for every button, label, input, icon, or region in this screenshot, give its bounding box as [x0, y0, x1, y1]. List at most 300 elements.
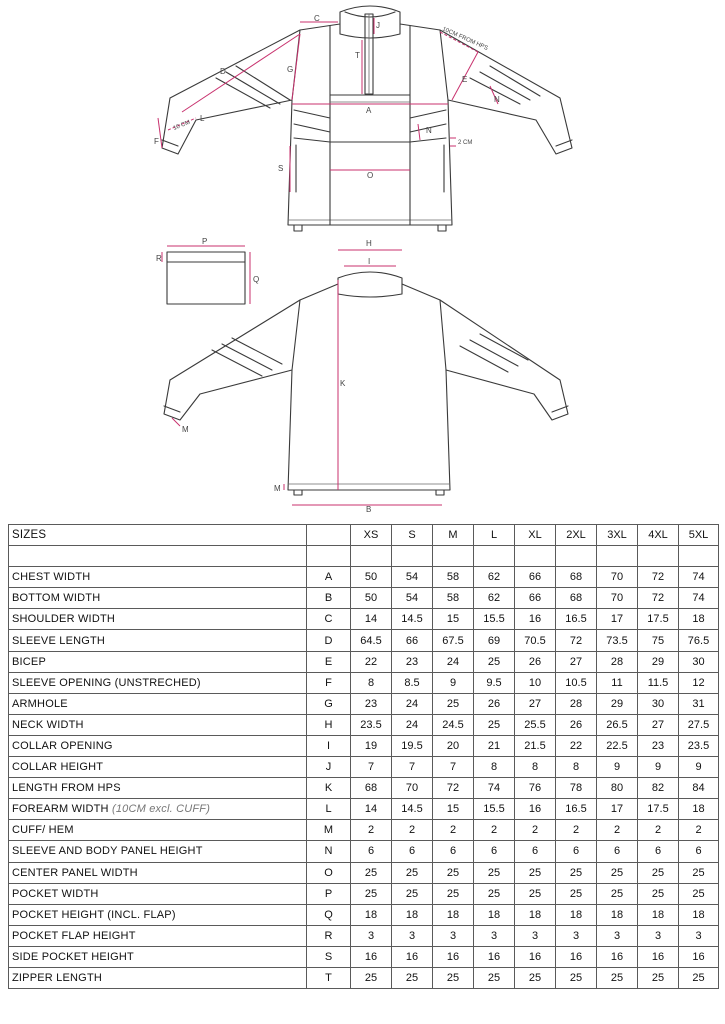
- table-row: [9, 757, 719, 778]
- label-q: Q: [253, 275, 260, 284]
- measurement-label: CHEST WIDTH: [12, 571, 91, 584]
- measurement-label: NECK WIDTH: [12, 718, 84, 731]
- size-value-cell: 70.5: [515, 630, 556, 651]
- sizes-header-label: SIZES: [9, 525, 307, 546]
- table-row: [9, 567, 719, 588]
- size-value-cell: 25: [638, 862, 679, 883]
- size-value-cell: 76: [515, 778, 556, 799]
- measurement-code: N: [307, 841, 351, 862]
- measurement-label: SLEEVE LENGTH: [12, 634, 106, 647]
- measurement-name: [9, 609, 307, 630]
- size-value-cell: 31: [679, 693, 719, 714]
- size-value-cell: 22: [556, 735, 597, 756]
- table-row: [9, 820, 719, 841]
- size-value-cell: 12: [679, 672, 719, 693]
- size-value-cell: 82: [638, 778, 679, 799]
- size-value-cell: 6: [515, 841, 556, 862]
- measurement-label: ZIPPER LENGTH: [12, 972, 103, 985]
- size-value-cell: 8: [515, 757, 556, 778]
- size-value-cell: 6: [351, 841, 392, 862]
- size-value-cell: 16: [351, 946, 392, 967]
- size-value-cell: 17.5: [638, 799, 679, 820]
- size-value-cell: 30: [679, 651, 719, 672]
- measurement-code: O: [307, 862, 351, 883]
- measurement-name: [9, 841, 307, 862]
- measurement-label: LENGTH FROM HPS: [12, 782, 121, 795]
- size-value-cell: 29: [597, 693, 638, 714]
- size-value-cell: 16: [433, 946, 474, 967]
- measurement-code: G: [307, 693, 351, 714]
- size-value-cell: 14.5: [392, 799, 433, 820]
- measurement-label: CUFF/ HEM: [12, 824, 74, 837]
- size-header-cell: M: [433, 525, 474, 546]
- measurement-code: B: [307, 588, 351, 609]
- table-row: [9, 862, 719, 883]
- note-2cm: 2 CM: [458, 140, 473, 146]
- size-value-cell: 24: [392, 693, 433, 714]
- size-value-cell: 2: [474, 820, 515, 841]
- size-value-cell: 18: [556, 904, 597, 925]
- size-value-cell: 14: [351, 799, 392, 820]
- size-value-cell: 2: [679, 820, 719, 841]
- size-value-cell: 68: [556, 588, 597, 609]
- size-value-cell: 28: [556, 693, 597, 714]
- table-row: [9, 967, 719, 988]
- size-value-cell: 25: [392, 883, 433, 904]
- measurement-label: ARMHOLE: [12, 697, 68, 710]
- size-value-cell: 24: [433, 651, 474, 672]
- size-value-cell: 16: [679, 946, 719, 967]
- size-value-cell: 66: [392, 630, 433, 651]
- measurement-name: [9, 820, 307, 841]
- measurement-name: [9, 693, 307, 714]
- size-value-cell: 66: [515, 567, 556, 588]
- measurement-code: L: [307, 799, 351, 820]
- label-a: A: [366, 106, 372, 115]
- table-row: [9, 946, 719, 967]
- size-value-cell: 9: [638, 757, 679, 778]
- size-value-cell: 72: [433, 778, 474, 799]
- table-row: [9, 630, 719, 651]
- size-value-cell: 9: [433, 672, 474, 693]
- table-row: [9, 672, 719, 693]
- size-value-cell: 16: [515, 609, 556, 630]
- size-value-cell: 25: [556, 862, 597, 883]
- size-value-cell: 17: [597, 609, 638, 630]
- size-value-cell: 25: [638, 883, 679, 904]
- size-value-cell: 25: [515, 862, 556, 883]
- size-value-cell: 9.5: [474, 672, 515, 693]
- size-value-cell: 68: [556, 567, 597, 588]
- measurement-code: F: [307, 672, 351, 693]
- note-shoulder: 10CM FROM HPS: [441, 26, 489, 52]
- size-value-cell: 8.5: [392, 672, 433, 693]
- size-header-cell: XS: [351, 525, 392, 546]
- size-value-cell: 8: [351, 672, 392, 693]
- measurement-label: SHOULDER WIDTH: [12, 613, 116, 626]
- size-value-cell: 27: [515, 693, 556, 714]
- size-value-cell: 50: [351, 567, 392, 588]
- size-value-cell: 27.5: [679, 714, 719, 735]
- measurement-label: POCKET WIDTH: [12, 887, 99, 900]
- size-value-cell: 25: [556, 967, 597, 988]
- size-value-cell: 2: [597, 820, 638, 841]
- size-value-cell: 2: [392, 820, 433, 841]
- size-value-cell: 58: [433, 588, 474, 609]
- size-value-cell: 24: [392, 714, 433, 735]
- size-header-cell: XL: [515, 525, 556, 546]
- size-value-cell: 15: [433, 609, 474, 630]
- size-value-cell: 7: [433, 757, 474, 778]
- size-value-cell: 18: [433, 904, 474, 925]
- size-value-cell: 6: [474, 841, 515, 862]
- size-value-cell: 25: [515, 967, 556, 988]
- note-10cm: 10 CM: [172, 119, 192, 132]
- back-view-sketch: [164, 239, 568, 514]
- size-value-cell: 8: [556, 757, 597, 778]
- label-p: P: [202, 237, 208, 246]
- size-value-cell: 25: [433, 693, 474, 714]
- measurement-label: POCKET FLAP HEIGHT: [12, 929, 136, 942]
- size-value-cell: 9: [679, 757, 719, 778]
- measurement-code: M: [307, 820, 351, 841]
- measurement-name: [9, 862, 307, 883]
- measurement-code: T: [307, 967, 351, 988]
- size-value-cell: 74: [679, 567, 719, 588]
- size-value-cell: 17: [597, 799, 638, 820]
- measurement-label: BICEP: [12, 655, 47, 668]
- size-value-cell: 72: [638, 588, 679, 609]
- size-value-cell: 23: [392, 651, 433, 672]
- size-value-cell: 68: [351, 778, 392, 799]
- size-value-cell: 7: [392, 757, 433, 778]
- label-r: R: [156, 254, 162, 263]
- size-value-cell: 25: [433, 883, 474, 904]
- size-value-cell: 8: [474, 757, 515, 778]
- size-table-header: [9, 525, 719, 567]
- label-f: F: [154, 137, 159, 146]
- table-row: [9, 714, 719, 735]
- size-value-cell: 25: [351, 862, 392, 883]
- size-value-cell: 70: [597, 588, 638, 609]
- measurement-code: Q: [307, 904, 351, 925]
- size-value-cell: 18: [351, 904, 392, 925]
- size-value-cell: 25: [515, 883, 556, 904]
- measurement-label: SLEEVE AND BODY PANEL HEIGHT: [12, 845, 203, 858]
- measurement-label: FOREARM WIDTH: [12, 803, 109, 816]
- size-value-cell: 66: [515, 588, 556, 609]
- size-value-cell: 80: [597, 778, 638, 799]
- size-header-cell: 2XL: [556, 525, 597, 546]
- measurement-name: [9, 904, 307, 925]
- size-header-cell: 4XL: [638, 525, 679, 546]
- measurement-name: [9, 735, 307, 756]
- size-value-cell: 2: [351, 820, 392, 841]
- size-value-cell: 25: [638, 967, 679, 988]
- measurement-label: BOTTOM WIDTH: [12, 592, 101, 605]
- measurement-code: C: [307, 609, 351, 630]
- size-value-cell: 62: [474, 567, 515, 588]
- size-header-cell: 5XL: [679, 525, 719, 546]
- size-value-cell: 25: [679, 862, 719, 883]
- size-value-cell: 16: [474, 946, 515, 967]
- size-value-cell: 25: [474, 967, 515, 988]
- table-row: [9, 651, 719, 672]
- table-row: [9, 925, 719, 946]
- measurement-name: [9, 946, 307, 967]
- size-value-cell: 25: [474, 883, 515, 904]
- size-value-cell: 25: [597, 967, 638, 988]
- measurement-code: J: [307, 757, 351, 778]
- pocket-detail-sketch: [156, 237, 259, 304]
- size-value-cell: 25: [351, 883, 392, 904]
- label-n-sleeve: N: [494, 95, 500, 104]
- size-value-cell: 20: [433, 735, 474, 756]
- size-value-cell: 25: [474, 651, 515, 672]
- size-value-cell: 6: [638, 841, 679, 862]
- size-value-cell: 6: [433, 841, 474, 862]
- size-value-cell: 58: [433, 567, 474, 588]
- measurement-code: K: [307, 778, 351, 799]
- size-value-cell: 70: [392, 778, 433, 799]
- size-value-cell: 25: [433, 967, 474, 988]
- measurement-label: COLLAR HEIGHT: [12, 761, 104, 774]
- size-value-cell: 21: [474, 735, 515, 756]
- table-row: [9, 841, 719, 862]
- size-value-cell: 16: [556, 946, 597, 967]
- size-value-cell: 76.5: [679, 630, 719, 651]
- code-header-cell: [307, 525, 351, 546]
- label-m-cuff: M: [182, 425, 189, 434]
- measurement-code: D: [307, 630, 351, 651]
- label-c: C: [314, 14, 320, 23]
- size-value-cell: 18: [597, 904, 638, 925]
- size-value-cell: 16: [638, 946, 679, 967]
- size-value-cell: 25: [474, 714, 515, 735]
- size-value-cell: 54: [392, 567, 433, 588]
- size-value-cell: 3: [556, 925, 597, 946]
- measurement-name: [9, 588, 307, 609]
- size-value-cell: 67.5: [433, 630, 474, 651]
- measurement-label: CENTER PANEL WIDTH: [12, 866, 138, 879]
- size-value-cell: 23.5: [351, 714, 392, 735]
- measurement-name: [9, 567, 307, 588]
- measurement-label: COLLAR OPENING: [12, 739, 113, 752]
- size-value-cell: 3: [433, 925, 474, 946]
- table-row: [9, 778, 719, 799]
- label-t: T: [355, 51, 360, 60]
- size-value-cell: 18: [679, 609, 719, 630]
- size-value-cell: 2: [515, 820, 556, 841]
- size-value-cell: 6: [597, 841, 638, 862]
- size-value-cell: 17.5: [638, 609, 679, 630]
- label-o: O: [367, 171, 374, 180]
- size-value-cell: 6: [392, 841, 433, 862]
- size-value-cell: 28: [597, 651, 638, 672]
- size-value-cell: 27: [638, 714, 679, 735]
- size-value-cell: 26: [556, 714, 597, 735]
- size-value-cell: 24.5: [433, 714, 474, 735]
- size-value-cell: 74: [474, 778, 515, 799]
- size-value-cell: 16.5: [556, 609, 597, 630]
- measurement-name: [9, 925, 307, 946]
- size-value-cell: 25: [392, 967, 433, 988]
- size-value-cell: 18: [515, 904, 556, 925]
- label-k: K: [340, 379, 346, 388]
- size-value-cell: 25.5: [515, 714, 556, 735]
- size-value-cell: 22.5: [597, 735, 638, 756]
- size-value-cell: 21.5: [515, 735, 556, 756]
- size-value-cell: 18: [679, 799, 719, 820]
- size-value-cell: 18: [679, 904, 719, 925]
- measurement-label: SIDE POCKET HEIGHT: [12, 950, 134, 963]
- measurement-note: (10CM excl. CUFF): [111, 803, 211, 816]
- spacer-row: [9, 546, 719, 567]
- label-b: B: [366, 505, 372, 514]
- size-value-cell: 18: [638, 904, 679, 925]
- measurement-code: E: [307, 651, 351, 672]
- measurement-code: R: [307, 925, 351, 946]
- size-value-cell: 16: [392, 946, 433, 967]
- measurement-name: [9, 757, 307, 778]
- size-value-cell: 3: [638, 925, 679, 946]
- size-value-cell: 3: [474, 925, 515, 946]
- size-value-cell: 16: [515, 946, 556, 967]
- label-h: H: [366, 239, 372, 248]
- size-value-cell: 25: [679, 883, 719, 904]
- size-value-cell: 84: [679, 778, 719, 799]
- label-j: J: [376, 21, 380, 30]
- size-table-body: [9, 567, 719, 989]
- label-l: L: [200, 114, 205, 123]
- size-value-cell: 10.5: [556, 672, 597, 693]
- size-chart-table: [8, 524, 719, 989]
- size-value-cell: 15.5: [474, 799, 515, 820]
- table-row: [9, 904, 719, 925]
- measurement-name: [9, 778, 307, 799]
- table-row: [9, 735, 719, 756]
- size-value-cell: 62: [474, 588, 515, 609]
- label-m-hem: M: [274, 484, 281, 493]
- label-s: S: [278, 164, 284, 173]
- label-i: I: [368, 257, 371, 266]
- measurement-code: A: [307, 567, 351, 588]
- size-value-cell: 3: [597, 925, 638, 946]
- size-header-cell: 3XL: [597, 525, 638, 546]
- size-value-cell: 75: [638, 630, 679, 651]
- measurement-code: P: [307, 883, 351, 904]
- size-value-cell: 25: [474, 862, 515, 883]
- size-value-cell: 25: [433, 862, 474, 883]
- table-row: [9, 588, 719, 609]
- size-value-cell: 72: [556, 630, 597, 651]
- measurement-name: [9, 630, 307, 651]
- front-view-sketch: [154, 6, 572, 231]
- measurement-code: S: [307, 946, 351, 967]
- size-value-cell: 25: [556, 883, 597, 904]
- label-d: D: [220, 67, 226, 76]
- measurement-name: [9, 672, 307, 693]
- size-value-cell: 64.5: [351, 630, 392, 651]
- size-value-cell: 11.5: [638, 672, 679, 693]
- table-row: [9, 883, 719, 904]
- size-value-cell: 18: [392, 904, 433, 925]
- size-header-cell: S: [392, 525, 433, 546]
- size-value-cell: 16: [515, 799, 556, 820]
- size-value-cell: 6: [679, 841, 719, 862]
- measurement-name: [9, 967, 307, 988]
- label-e: E: [462, 75, 468, 84]
- size-value-cell: 10: [515, 672, 556, 693]
- size-value-cell: 16.5: [556, 799, 597, 820]
- size-value-cell: 25: [351, 967, 392, 988]
- size-value-cell: 29: [638, 651, 679, 672]
- size-value-cell: 25: [679, 967, 719, 988]
- size-value-cell: 26: [474, 693, 515, 714]
- size-value-cell: 78: [556, 778, 597, 799]
- measurement-code: H: [307, 714, 351, 735]
- size-value-cell: 26.5: [597, 714, 638, 735]
- size-value-cell: 2: [638, 820, 679, 841]
- size-value-cell: 14.5: [392, 609, 433, 630]
- label-g: G: [287, 65, 294, 74]
- size-value-cell: 22: [351, 651, 392, 672]
- size-value-cell: 23.5: [679, 735, 719, 756]
- size-value-cell: 15.5: [474, 609, 515, 630]
- size-value-cell: 11: [597, 672, 638, 693]
- size-value-cell: 3: [515, 925, 556, 946]
- size-value-cell: 25: [597, 883, 638, 904]
- size-value-cell: 9: [597, 757, 638, 778]
- measurement-name: [9, 883, 307, 904]
- size-value-cell: 2: [556, 820, 597, 841]
- size-value-cell: 3: [679, 925, 719, 946]
- size-value-cell: 23: [351, 693, 392, 714]
- size-header-cell: L: [474, 525, 515, 546]
- size-value-cell: 19: [351, 735, 392, 756]
- size-value-cell: 30: [638, 693, 679, 714]
- size-value-cell: 18: [474, 904, 515, 925]
- size-value-cell: 74: [679, 588, 719, 609]
- measurement-name: [9, 714, 307, 735]
- measurement-label: SLEEVE OPENING (UNSTRECHED): [12, 676, 201, 689]
- size-value-cell: 25: [392, 862, 433, 883]
- size-value-cell: 23: [638, 735, 679, 756]
- size-value-cell: 15: [433, 799, 474, 820]
- size-value-cell: 27: [556, 651, 597, 672]
- table-row: [9, 693, 719, 714]
- size-value-cell: 73.5: [597, 630, 638, 651]
- size-value-cell: 25: [597, 862, 638, 883]
- size-value-cell: 7: [351, 757, 392, 778]
- table-row: [9, 609, 719, 630]
- size-value-cell: 26: [515, 651, 556, 672]
- size-value-cell: 16: [597, 946, 638, 967]
- measurement-code: I: [307, 735, 351, 756]
- size-value-cell: 3: [392, 925, 433, 946]
- size-value-cell: 19.5: [392, 735, 433, 756]
- size-value-cell: 2: [433, 820, 474, 841]
- size-value-cell: 69: [474, 630, 515, 651]
- size-header-row: [9, 525, 719, 546]
- size-value-cell: 50: [351, 588, 392, 609]
- size-value-cell: 3: [351, 925, 392, 946]
- size-value-cell: 14: [351, 609, 392, 630]
- measurement-name: [9, 651, 307, 672]
- measurement-name: [9, 799, 307, 820]
- size-value-cell: 6: [556, 841, 597, 862]
- size-value-cell: 72: [638, 567, 679, 588]
